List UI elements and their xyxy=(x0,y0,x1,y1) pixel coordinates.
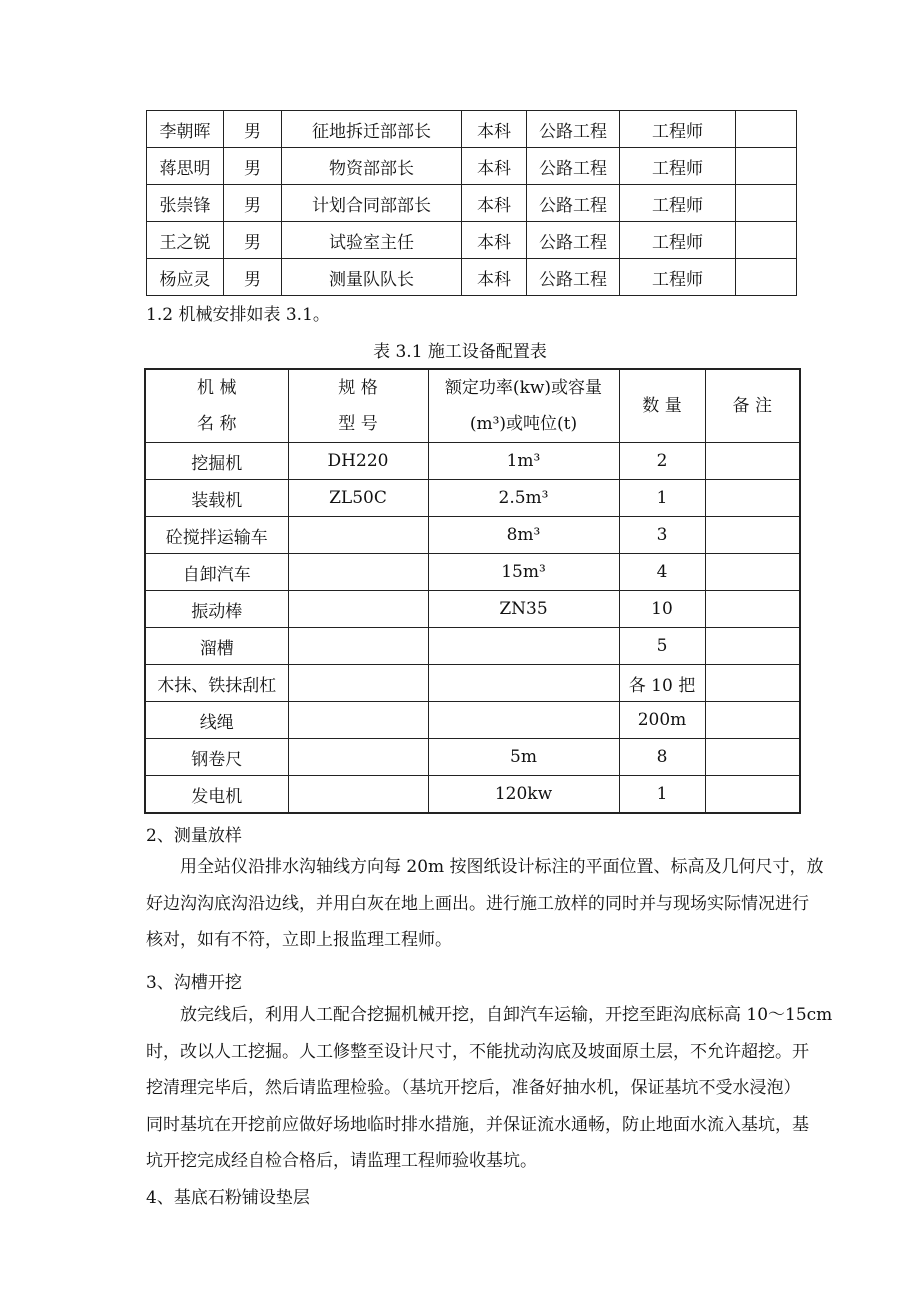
staff-cell: 测量队队长 xyxy=(282,259,462,296)
equipment-row xyxy=(145,517,800,554)
staff-cell: 本科 xyxy=(462,222,527,259)
equipment-remark-cell xyxy=(705,665,800,702)
staff-cell xyxy=(736,185,797,222)
equipment-table xyxy=(144,368,801,814)
staff-row xyxy=(147,111,797,148)
equipment-power-cell: 2.5m³ xyxy=(428,480,619,517)
equipment-row xyxy=(145,554,800,591)
equipment-header-row xyxy=(145,369,800,443)
staff-cell: 蒋思明 xyxy=(147,148,224,185)
staff-cell: 王之锐 xyxy=(147,222,224,259)
equipment-qty-cell: 5 xyxy=(619,628,705,665)
equipment-qty-cell: 各 10 把 xyxy=(619,665,705,702)
header-qty: 数 量 xyxy=(619,369,705,443)
equipment-model-cell xyxy=(288,591,428,628)
staff-cell: 工程师 xyxy=(620,259,736,296)
paragraph-line: 好边沟沟底沟沿边线，并用白灰在地上画出。进行施工放样的同时并与现场实际情况进行 xyxy=(146,893,809,914)
equipment-row xyxy=(145,739,800,776)
equipment-remark-cell xyxy=(705,739,800,776)
equipment-model-cell xyxy=(288,776,428,814)
staff-cell: 征地拆迁部部长 xyxy=(282,111,462,148)
staff-cell: 计划合同部部长 xyxy=(282,185,462,222)
paragraph-line: 用全站仪沿排水沟轴线方向每 20m 按图纸设计标注的平面位置、标高及几何尺寸，放 xyxy=(146,857,824,877)
staff-cell: 工程师 xyxy=(620,222,736,259)
staff-cell xyxy=(736,259,797,296)
paragraph-line: 坑开挖完成经自检合格后，请监理工程师验收基坑。 xyxy=(146,1151,537,1171)
header-power-line2: (m³)或吨位(t) xyxy=(469,414,578,434)
equipment-name-cell: 木抹、铁抹刮杠 xyxy=(145,665,288,702)
equipment-power-cell: 5m xyxy=(428,739,619,776)
equipment-name-cell: 振动棒 xyxy=(145,591,288,628)
equipment-qty-cell: 200m xyxy=(619,702,705,739)
header-power xyxy=(428,369,619,443)
staff-cell xyxy=(736,148,797,185)
equipment-model-cell: ZL50C xyxy=(288,480,428,517)
staff-row xyxy=(147,222,797,259)
equipment-qty-cell: 3 xyxy=(619,517,705,554)
equipment-model-cell xyxy=(288,628,428,665)
equipment-row xyxy=(145,628,800,665)
staff-cell xyxy=(736,111,797,148)
staff-cell: 男 xyxy=(224,148,282,185)
equipment-remark-cell xyxy=(705,702,800,739)
staff-cell: 公路工程 xyxy=(527,185,620,222)
equipment-model-cell xyxy=(288,517,428,554)
equipment-model-cell xyxy=(288,554,428,591)
equipment-power-cell: 15m³ xyxy=(428,554,619,591)
staff-row xyxy=(147,259,797,296)
equipment-row xyxy=(145,480,800,517)
staff-cell: 张崇锋 xyxy=(147,185,224,222)
equipment-name-cell: 挖掘机 xyxy=(145,443,288,480)
equipment-row xyxy=(145,591,800,628)
staff-cell: 工程师 xyxy=(620,148,736,185)
header-model-line2: 型 号 xyxy=(338,414,378,434)
paragraph-line: 时，改以人工挖掘。人工修整至设计尺寸，不能扰动沟底及坡面原土层，不允许超挖。开 xyxy=(146,1041,809,1062)
equipment-row xyxy=(145,776,800,814)
equipment-model-cell xyxy=(288,739,428,776)
staff-table xyxy=(146,110,797,296)
equipment-qty-cell: 4 xyxy=(619,554,705,591)
staff-cell: 杨应灵 xyxy=(147,259,224,296)
equipment-power-cell: 120kw xyxy=(428,776,619,814)
equipment-remark-cell xyxy=(705,554,800,591)
equipment-power-cell: 8m³ xyxy=(428,517,619,554)
header-model-line1: 规 格 xyxy=(338,378,378,398)
paragraph-line: 核对，如有不符，立即上报监理工程师。 xyxy=(146,930,452,950)
section-2-heading: 2、测量放样 xyxy=(146,826,242,846)
header-name-line1: 机 械 xyxy=(197,378,237,398)
equipment-model-cell xyxy=(288,665,428,702)
equipment-power-cell: ZN35 xyxy=(428,591,619,628)
paragraph-line: 挖清理完毕后，然后请监理检验。（基坑开挖后，准备好抽水机，保证基坑不受水浸泡） xyxy=(146,1078,801,1098)
equipment-remark-cell xyxy=(705,776,800,814)
section-3-heading: 3、沟槽开挖 xyxy=(146,973,242,993)
equipment-name-cell: 自卸汽车 xyxy=(145,554,288,591)
header-name-line2: 名 称 xyxy=(197,414,237,434)
equipment-remark-cell xyxy=(705,443,800,480)
staff-cell: 物资部部长 xyxy=(282,148,462,185)
equipment-row xyxy=(145,702,800,739)
equipment-table-caption: 表 3.1 施工设备配置表 xyxy=(373,342,547,362)
equipment-name-cell: 钢卷尺 xyxy=(145,739,288,776)
equipment-name-cell: 溜槽 xyxy=(145,628,288,665)
equipment-model-cell xyxy=(288,702,428,739)
staff-row xyxy=(147,185,797,222)
equipment-row xyxy=(145,443,800,480)
staff-cell: 男 xyxy=(224,185,282,222)
header-name xyxy=(145,369,288,443)
equipment-name-cell: 砼搅拌运输车 xyxy=(145,517,288,554)
staff-cell: 男 xyxy=(224,111,282,148)
equipment-remark-cell xyxy=(705,628,800,665)
staff-cell: 男 xyxy=(224,259,282,296)
equipment-qty-cell: 10 xyxy=(619,591,705,628)
equipment-model-cell: DH220 xyxy=(288,443,428,480)
staff-cell: 公路工程 xyxy=(527,148,620,185)
staff-cell: 工程师 xyxy=(620,111,736,148)
equipment-row xyxy=(145,665,800,702)
staff-cell: 本科 xyxy=(462,148,527,185)
staff-cell: 公路工程 xyxy=(527,259,620,296)
equipment-qty-cell: 1 xyxy=(619,776,705,814)
equipment-power-cell xyxy=(428,665,619,702)
equipment-power-cell xyxy=(428,702,619,739)
staff-cell: 试验室主任 xyxy=(282,222,462,259)
equipment-qty-cell: 8 xyxy=(619,739,705,776)
equipment-qty-cell: 2 xyxy=(619,443,705,480)
paragraph-line: 同时基坑在开挖前应做好场地临时排水措施，并保证流水通畅，防止地面水流入基坑，基 xyxy=(146,1114,809,1135)
staff-cell: 男 xyxy=(224,222,282,259)
section-1-2-text: 1.2 机械安排如表 3.1。 xyxy=(146,305,330,325)
equipment-name-cell: 装载机 xyxy=(145,480,288,517)
section-2-paragraph xyxy=(146,849,834,959)
staff-cell xyxy=(736,222,797,259)
section-4-heading: 4、基底石粉铺设垫层 xyxy=(146,1188,310,1208)
equipment-remark-cell xyxy=(705,480,800,517)
header-model xyxy=(288,369,428,443)
equipment-qty-cell: 1 xyxy=(619,480,705,517)
equipment-power-cell: 1m³ xyxy=(428,443,619,480)
staff-cell: 工程师 xyxy=(620,185,736,222)
section-3-paragraph xyxy=(146,997,834,1180)
staff-cell: 本科 xyxy=(462,185,527,222)
equipment-name-cell: 发电机 xyxy=(145,776,288,814)
equipment-remark-cell xyxy=(705,517,800,554)
staff-cell: 公路工程 xyxy=(527,111,620,148)
staff-cell: 本科 xyxy=(462,111,527,148)
equipment-remark-cell xyxy=(705,591,800,628)
equipment-name-cell: 线绳 xyxy=(145,702,288,739)
paragraph-line: 放完线后，利用人工配合挖掘机械开挖，自卸汽车运输，开挖至距沟底标高 10～15cm xyxy=(146,1005,833,1025)
header-remark: 备 注 xyxy=(705,369,800,443)
staff-cell: 公路工程 xyxy=(527,222,620,259)
staff-row xyxy=(147,148,797,185)
header-power-line1: 额定功率(kw)或容量 xyxy=(444,378,603,398)
equipment-power-cell xyxy=(428,628,619,665)
staff-cell: 李朝晖 xyxy=(147,111,224,148)
staff-cell: 本科 xyxy=(462,259,527,296)
